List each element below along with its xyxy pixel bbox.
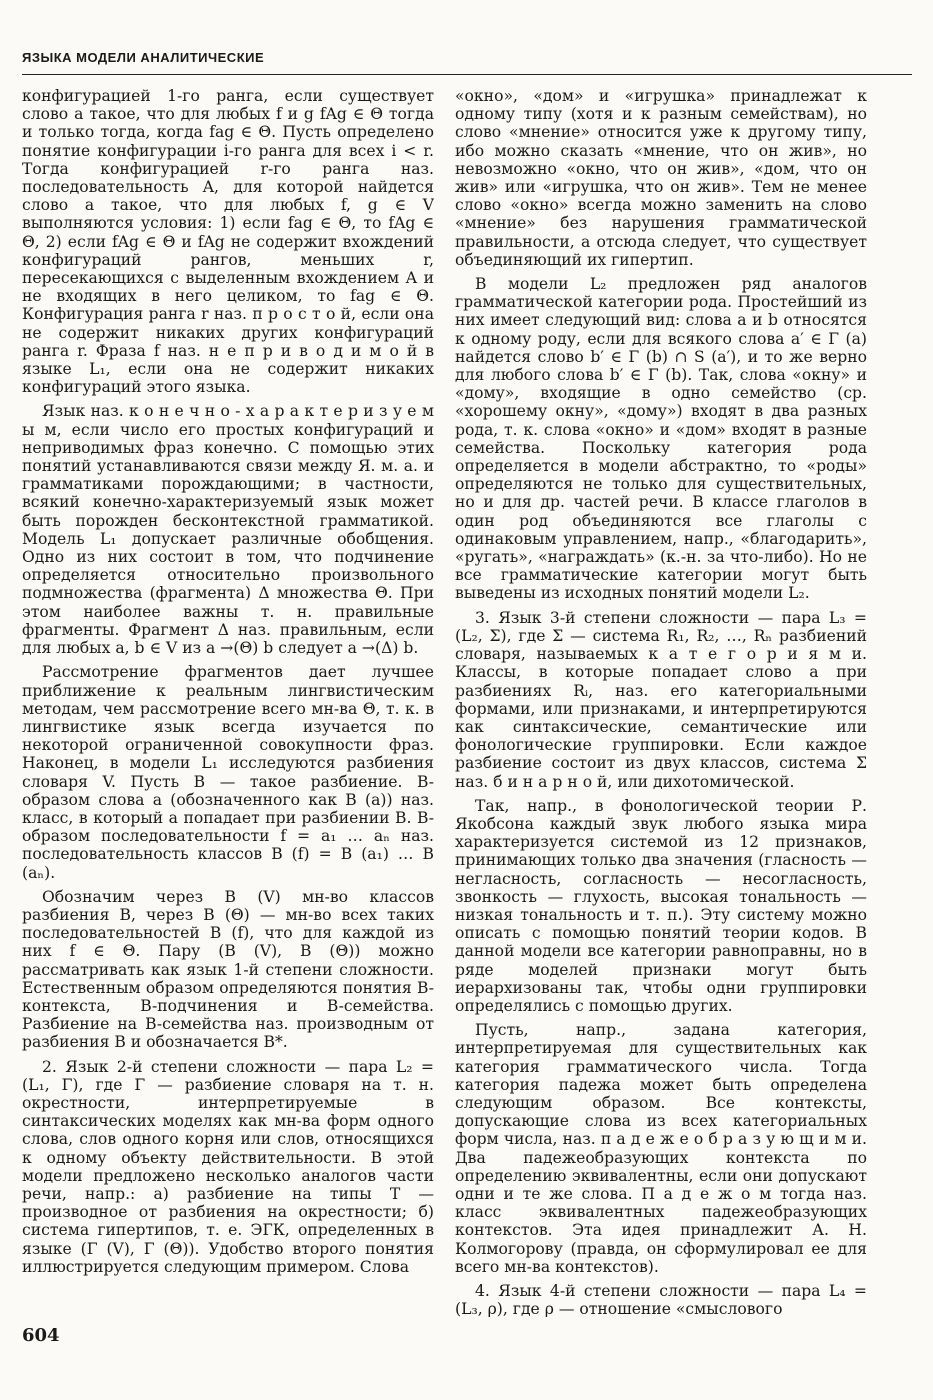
paragraph: Пусть, напр., задана категория, интерпретируемая для существительных как категория грамматического числа. Тогда категория падежа может быть определена следующим образом. Все контексты, допускающие слова из всех категориальных форм числа, наз. п а д е ж е о б р а з у ю щ и м и. Два падежеобразующих контекста по определению эквивалентны, если они допускают одни и те же слова. П а д е ж о м тогда наз. класс эквивалентных падежеобразующих контекстов. Эта идея принадлежит А. Н. Колмогорову (правда, он сформулировал ее для всего мн-ва контекстов).	[455, 1021, 867, 1276]
paragraph: 2. Язык 2-й степени сложности — пара L₂ = (L₁, Γ), где Γ — разбиение словаря на т. н. окрестности, интерпретируемые в синтаксических моделях как мн-ва форм одного слова, слов одного корня или слов, относящихся к одному объекту действительности. В этой модели предложено несколько аналогов части речи, напр.: а) разбиение на типы T — производное от разбиения на окрестности; б) система гипертипов, т. е. ЭГК, определенных в языке (Γ (V), Γ (Θ)). Удобство второго понятия иллюстрируется следующим примером. Слова	[22, 1057, 434, 1276]
paragraph: Язык наз. к о н е ч н о - х а р а к т е р и з у е м ы м, если число его простых конфигураций и неприводимых фраз конечно. С помощью этих понятий устанавливаются связи между Я. м. а. и грамматиками порождающими; в частности, всякий конечно-характеризуемый язык может быть порожден бесконтекстной грамматикой. Модель L₁ допускает различные обобщения. Одно из них состоит в том, что подчинение определяется относительно произвольного подмножества (фрагмента) Δ множества Θ. При этом наиболее важны т. н. правильные фрагменты. Фрагмент Δ наз. правильным, если для любых a, b ∈ V из a →(Θ) b следует a →(Δ) b.	[22, 402, 434, 658]
paragraph: Обозначим через B (V) мн-во классов разбиения B, через B (Θ) — мн-во всех таких последовательностей B (f), что для каждой из них f ∈ Θ. Пару (B (V), B (Θ)) можно рассматривать как язык 1-й степени сложности. Естественным образом определяются понятия B-контекста, B-подчинения и B-семейства. Разбиение на B-семейства наз. производным от разбиения B и обозначается B*.	[22, 887, 434, 1052]
paragraph: Так, напр., в фонологической теории Р. Якобсона каждый звук любого языка мира характеризуется системой из 12 признаков, принимающих только два значения (гласность — негласность, согласность — несогласность, звонкость — глухость, высокая тональность — низкая тональность и т. п.). Эту систему можно описать с помощью понятий теории кодов. В данной модели все категории равноправны, но в ряде моделей признаки могут быть иерархизованы так, чтобы одни группировки определялись с помощью других.	[455, 796, 867, 1015]
paragraph: Рассмотрение фрагментов дает лучшее приближение к реальным лингвистическим методам, чем рассмотрение всего мн-ва Θ, т. к. в лингвистике язык всегда изучается по некоторой ограниченной совокупности фраз. Наконец, в модели L₁ исследуются разбиения словаря V. Пусть B — такое разбиение. B-образом слова a (обозначенного как B (a)) наз. класс, в который a попадает при разбиении B. B-образом последовательности f = a₁ … aₙ наз. последовательность классов B (f) = B (a₁) … B (aₙ).	[22, 663, 434, 882]
running-title: ЯЗЫКА МОДЕЛИ АНАЛИТИЧЕСКИЕ	[22, 50, 265, 65]
paragraph: «окно», «дом» и «игрушка» принадлежат к одному типу (хотя и к разным семействам), но слово «мнение» относится уже к другому типу, ибо можно сказать «мнение, что он жив», но невозможно «окно, что он жив», «дом, что он жив» или «игрушка, что он жив». Тем не менее слово «окно» всегда можно заменить на слово «мнение» без нарушения грамматической правильности, а отсюда следует, что существует объединяющий их гипертип.	[455, 87, 867, 269]
paragraph: 3. Язык 3-й степени сложности — пара L₃ = (L₂, Σ), где Σ — система R₁, R₂, …, Rₙ разбиений словаря, называемых к а т е г о р и я м и. Классы, в которые попадает слово a при разбиениях Rᵢ, наз. его категориальными формами, или признаками, и интерпретируются как синтаксические, семантические или фонологические группировки. Если каждое разбиение состоит из двух классов, система Σ наз. б и н а р н о й, или дихотомической.	[455, 608, 867, 791]
paragraph: В модели L₂ предложен ряд аналогов грамматической категории рода. Простейший из них имеет следующий вид: слова a и b относятся к одному роду, если для всякого слова a′ ∈ Γ (a) найдется слово b′ ∈ Γ (b) ∩ S (a′), и то же верно для любого слова b′ ∈ Γ (b). Так, слова «окну» и «дому», входящие в одно семейство (ср. «хорошему окну», «дому») входят в два разных рода, т. к. слова «окно» и «дом» входят в разные семейства. Поскольку категория рода определяется в модели абстрактно, то «роды» определяются не только для существительных, но и для др. частей речи. В классе глаголов в один род объединяются все глаголы с одинаковым управлением, напр., «благодарить», «ругать», «награждать» (к.-н. за что-либо). Но не все грамматические категории могут быть выведены из исходных понятий модели L₂.	[455, 275, 867, 603]
paragraph: конфигурацией 1-го ранга, если существует слово a такое, что для любых f и g fAg ∈ Θ тогда и только тогда, когда fag ∈ Θ. Пусть определено понятие конфигурации i-го ранга для всех i < r. Тогда конфигурацией r-го ранга наз. последовательность A, для которой найдется слово a такое, что для любых f, g ∈ V выполняются условия: 1) если fag ∈ Θ, то fAg ∈ Θ, 2) если fAg ∈ Θ и fAg не содержит вхождений конфигураций рангов, меньших r, пересекающихся с выделенным вхождением A и не входящих в него целиком, то fag ∈ Θ. Конфигурация ранга r наз. п р о с т о й, если она не содержит никаких других конфигураций ранга r. Фраза f наз. н е п р и в о д и м о й в языке L₁, если она не содержит никаких конфигураций этого языка.	[22, 87, 434, 397]
header-rule	[22, 74, 912, 75]
left-column	[22, 87, 434, 1317]
page-number: 604	[22, 1325, 60, 1346]
paragraph: 4. Язык 4-й степени сложности — пара L₄ = (L₃, ρ), где ρ — отношение «смыслового	[455, 1282, 867, 1317]
right-column	[455, 87, 867, 1317]
